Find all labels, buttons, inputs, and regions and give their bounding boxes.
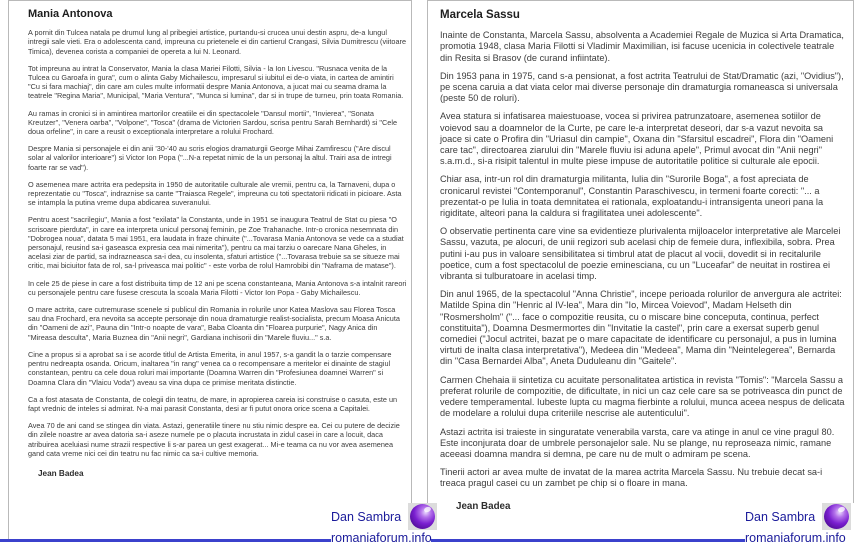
paragraph: Ca a fost atasata de Constanta, de colegii din teatru, de mare, in apropierea careia isi construise o casuta, este un fapt vrednic de inteles si admirat. N-a mai parasit Constanta, desi ar fi putut onora orice scena a Capitalei. — [28, 394, 398, 413]
paragraph: Tinerii actori ar avea multe de invatat de la marea actrita Marcela Sassu. Nu trebuie decat sa-i treaca pragul casei cu un zambet pe chip si o floare in mana. — [440, 467, 823, 489]
paragraph: Din anul 1965, de la spectacolul "Anna Christie", incepe perioada rolurilor de anvergura ale actritei: Matilde Spina din "Henric al IV-lea", Mara din "Io, Mircea Voievod", Madam Helseth din "Rosmersholm" ("... face o compozitie reusita, cu o miscare bine conceputa, continua, perfect constituita"), Doamna Desmermortes din "Invitatie la castel", prin care a exersat superb genul comediei ("Jocul actritei, bazat pe o mare capacitate de identificare cu personajul, a pus in lumina virtuti de inalta clasa interpretativa"), Medeea din "Medeea", Mama din "Neintelegerea", Bernarda din "Casa Bernardei Alba", Aneta Duduleanu din "Gaitele". — [440, 289, 842, 367]
author-signature-right: Jean Badea — [456, 500, 511, 512]
article-title-right: Marcela Sassu — [440, 9, 520, 21]
watermark-author-name: Dan Sambra — [331, 509, 402, 524]
article-marcela-sassu — [427, 0, 854, 540]
paragraph: Inainte de Constanta, Marcela Sassu, absolventa a Academiei Regale de Muzica si Arta Dramatica, promotia 1948, clasa Maria Filotti si Vladimir Maximilian, isi facuse ucenicia in colectivele teatrale din Resita si Brasov (de curand infiintate). — [440, 30, 844, 63]
paragraph: Chiar asa, intr-un rol din dramaturgia militanta, Iulia din "Surorile Boga", a fost apreciata de cronicarul revistei "Contemporanul", Constantin Paraschivescu, in termeni foarte corecti: "... a prezentat-o pe Iulia in toata demnitatea ei rationala, exploatandu-i intransigenta uneori pana la rigiditate, alteori pana la caldura si fragilitatea unei adolescente". — [440, 174, 824, 219]
paragraph: Carmen Chehaia ii sintetiza cu acuitate personalitatea artistica in revista "Tomis": "Marcela Sassu a preferat rolurile de compozitie, de dificultate, in nici un caz cele care sa se potriveasca din punct de vedere temperamental. Iubeste lupta cu magma fierbinte a rolului, munca aceea nespus de delicata de modelare a rolului dupa criteriile nescrise ale autenticului". — [440, 374, 845, 419]
paragraph: O observatie pertinenta care vine sa evidentieze plurivalenta mijloacelor interpretative ale Marcelei Sassu, vazuta, pe alocuri, de unii regizori sub acelasi chip de femeie dura, inflexibila, sobra. Prea putini i-au pus in valoare sensibilitatea si timbrul atat de placut al vocii, dovedit si in recitalurile poetice, cum a fost spectacolul de poezie eminesciana, cu un "Luceafar" de neuitat in rostirea ei vibranta si tulburatoare in acelasi timp. — [440, 226, 841, 282]
watermark-right — [745, 503, 855, 544]
paragraph: Au ramas in cronici si in amintirea martorilor creatiile ei din spectacolele "Dansul mortii", "Invierea", "Sonata Kreutzer", "Venera oarba", "Volpone", "Tosca" (drama de Victorien Sardou, scrisa pentru Sarah Bernhardt) si "Cele doua orfeline", in care a reusit o exceptionala interpretare a rolului Frochard. — [28, 108, 398, 137]
paragraph: Cine a propus si a aprobat sa i se acorde titlul de Artista Emerita, in anul 1957, s-a gandit la o tarzie compensare pentru nedreapta osanda. Oricum, inaltarea "in rang" venea ca o recompensare a meritelor ei dinainte de stagiul constantean, pentru ca cele doua roluri mai importante (Doamna Warren din "Profesiunea doamnei Warren" si Doamna Clara din "Vlaicu Voda") aveau sa vina dupa ce primise meritata distinctie. — [28, 349, 392, 387]
paragraph: A pornit din Tulcea natala pe drumul lung al pribegiei artistice, purtandu-si crucea unui destin aspru, de-a lungul intregii sale vieti. Era o adolescenta cand, impreuna cu prietenele ei din cartierul Crangasi, Silvia Dumitrescu (viitoare Timica), devenea corista a companiei de opereta a lui N. Leonard. — [28, 28, 406, 56]
paragraph: Tot impreuna au intrat la Conservator, Mania la clasa Mariei Filotti, Silvia - la Ion Livescu. "Rusnaca venita de la Tulcea cu Garoafa in gura", cum o alinta Gaby Michailescu, impresarul si iubitul ei de-o viata, in cartea de amintiri "Cu si fara machiaj", din care am cules multe informatii despre Mania Antonova, a jucat mai cu seama drama la teatrele "Regina Maria", Municipal, "Maria Ventura", "Munca si lumina", dar si in trupe de turneu, prin toata Romania. — [28, 63, 404, 101]
romaniaforum-globe-icon — [822, 503, 851, 530]
article-mania-antonova — [8, 0, 412, 540]
paragraph: Din 1953 pana in 1975, cand s-a pensionat, a fost actrita Teatrului de Stat/Dramatic (azi, "Ovidius"), pe scena caruia a dat viata celor mai diverse personaje din dramaturgia romaneasca si universala (peste 50 de roluri). — [440, 70, 844, 104]
paragraph: In cele 25 de piese in care a fost distribuita timp de 12 ani pe scena constanteana, Mania Antonova s-a intalnit rareori cu personajele pentru care fusese crescuta la scoala Maria Filotti - Victor Ion Popa - Gaby Michailescu. — [28, 278, 407, 297]
watermark-site-url: romaniaforum.info — [331, 531, 432, 544]
paragraph: Avea 70 de ani cand se stingea din viata. Astazi, generatiile tinere nu stiu nimic despre ea. Cei cu putere de decizie din zilele noastre ar avea datoria sa-i aseze numele pe o placuta incrustata in zidul casei in care a locuit, daca atribuirea aceluiasi nume strazii respective li s-ar parea un gest exagerat... Mi-e teama ca nu vor avea asemenea gand cata vreme nici cei din teatru nu fac nimic ca sa-i cultive memoria. — [28, 421, 400, 458]
watermark-row — [745, 503, 851, 530]
watermark-author-name: Dan Sambra — [745, 509, 816, 524]
romaniaforum-globe-icon — [408, 503, 437, 530]
watermark-site-url: romaniaforum.info — [745, 531, 846, 544]
author-signature-left: Jean Badea — [38, 468, 84, 478]
paragraph: Pentru acest "sacrilegiu", Mania a fost "exilata" la Constanta, unde in 1951 se inaugura Teatrul de Stat cu piesa "O scrisoare pierduta", in care ea interpreta unicul personaj feminin, pe Zoe Trahanache. Intr-o cronica nesemnata din "Dobrogea noua", datata 5 mai 1951, era laudata in fraze chinuite ("...Tovarasa Mania Antonova se vede ca a studiat personajul, reusind sa-i gaseasca expresia cea mai nimerita"), pentru ca mai tarziu o oarecare Nana Gheles, in acelasi ziar de partid, sa indrazneasca sa-i dea, cu insolenta, sfaturi artistice ("...Tovarasa trebuie sa se situeze mai critic, mai biciuitor fata de rol, sa-l priveasca mai politic" - este vorba de rolul Hamrobibi din "Naframa de matase"). — [28, 215, 404, 271]
paragraph: O asemenea mare actrita era pedepsita in 1950 de autoritatile culturale ale vremii, pentru ca, la Tarnaveni, dupa o reprezentatie cu "Tosca", indraznise sa cante "Traiasca Regele", impreuna cu toti spectatorii ridicati in picioare. Asta se intampla la putina vreme dupa abdicarea suveranului. — [28, 179, 402, 208]
paragraph: Despre Mania si personajele ei din anii '30-'40 au scris elogios dramaturgii George Mihai Zamfirescu ("Are discul solar al valorilor interioare") si Victor Ion Popa ("...N-a repetat nimic de la un personaj la altul. Trairi asa de intregi foarte rar se vad"). — [28, 144, 392, 172]
watermark-row — [331, 503, 437, 530]
paragraph: Avea statura si infatisarea maiestuoase, vocea si privirea patrunzatoare, asemenea sotiilor de voievod sau a doamnelor de la Curte, pe care le-a interpretat deseori, dar s-a vazut nevoita sa joace si cate o Profira din "Uriasul din campie", Oxana din "Sfarsitul escadrei", Flora din "Oameni care tac", directoarea ziarului din "Marele fluviu isi aduna apele", Primul avocat din "Anii negri" s.a.m.d., si-a risipit talentul in multe piese impuse de autoritatile politice si culturale ale epocii. — [440, 111, 834, 167]
watermark-left — [331, 503, 431, 544]
paragraph: Astazi actrita isi traieste in singuratate venerabila varsta, care va atinge in anul ce vine pragul 80. Este inconjurata doar de umbrele personajelor sale. Nu se plange, nu reproseaza nimic, ramane aceeasi doamna mandra si demna, pe care nu de mult o admiram pe scena. — [440, 426, 835, 459]
article-title-left: Mania Antonova — [28, 8, 113, 20]
paragraph: O mare actrita, care cutremurase scenele si publicul din Romania in rolurile unor Katea Maslova sau Florea Tosca sau dna Frochard, era nevoita sa accepte personaje din noua dramaturgie realist-socialista, precum Moasa Anicuta din "Oameni de azi", Pauna din "Intr-o noapte de vara", Baba Cloanta din "Floarea purpurie", Nagy Anica din "Mireasa desculta", Maria Buznea din "Anii negri", Gardiana inchisorii din "Marele fluviu..." s.a. — [28, 305, 400, 342]
